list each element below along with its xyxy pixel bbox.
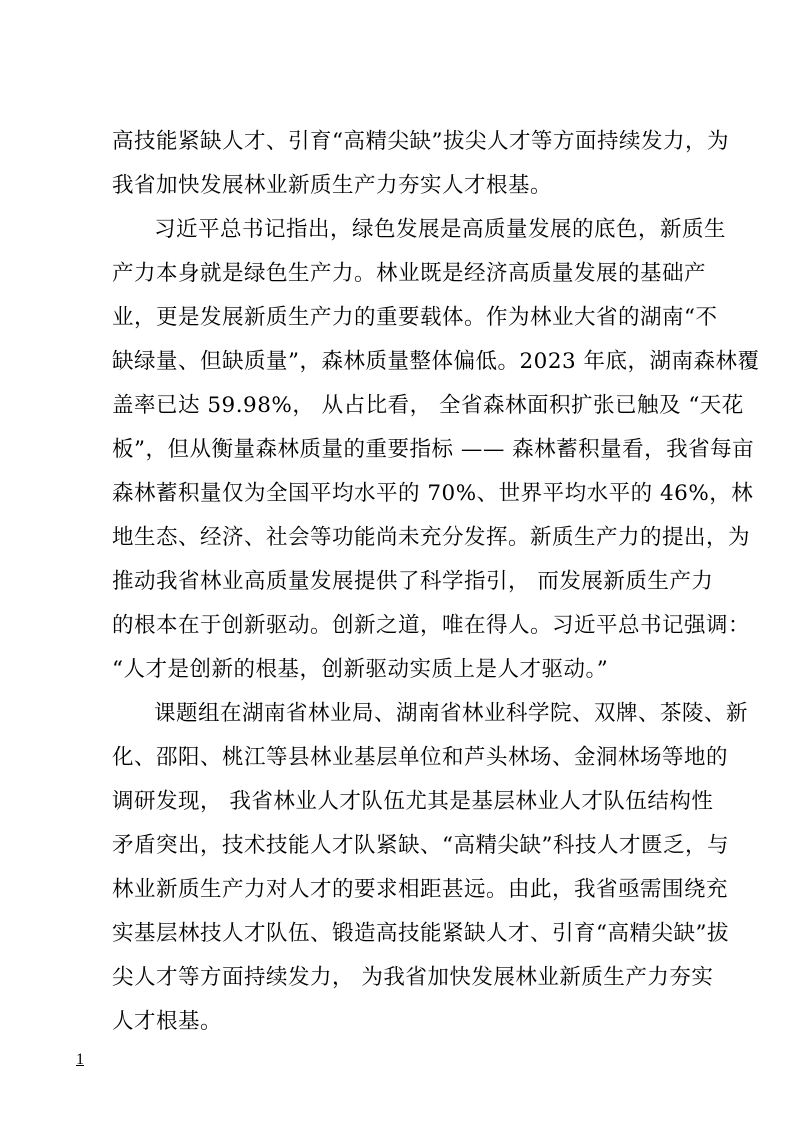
text-line: 林业新质生产力对人才的要求相距甚远。由此，我省亟需围绕充	[112, 877, 729, 902]
text-line: 尖人才等方面持续发力， 为我省加快发展林业新质生产力夯实	[112, 965, 714, 990]
text-line: 盖率已达 59.98%， 从占比看， 全省森林面积扩张已触及 “天花	[112, 393, 744, 418]
text-line: 高技能紧缺人才、引育“高精尖缺”拔尖人才等方面持续发力，为	[112, 129, 729, 154]
text-line: 课题组在湖南省林业局、湖南省林业科学院、双牌、茶陵、新	[154, 701, 749, 726]
text-line: 业，更是发展新质生产力的重要载体。作为林业大省的湖南“不	[112, 305, 718, 330]
page-number: 1	[76, 1051, 84, 1068]
text-line: 调研发现， 我省林业人才队伍尤其是基层林业人才队伍结构性	[112, 789, 714, 814]
text-line: 森林蓄积量仅为全国平均水平的 70%、世界平均水平的 46%，林	[112, 481, 754, 506]
text-line: 推动我省林业高质量发展提供了科学指引， 而发展新质生产力	[112, 569, 714, 594]
text-line: 人才根基。	[112, 1009, 223, 1034]
text-line: 缺绿量、但缺质量”，森林质量整体偏低。2023 年底，湖南森林覆	[112, 349, 760, 374]
text-line: 地生态、经济、社会等功能尚未充分发挥。新质生产力的提出，为	[112, 525, 751, 550]
text-line: 习近平总书记指出，绿色发展是高质量发展的底色，新质生	[154, 217, 727, 242]
text-line: “人才是创新的根基，创新驱动实质上是人才驱动。”	[112, 657, 609, 682]
text-line: 的根本在于创新驱动。创新之道，唯在得人。习近平总书记强调：	[112, 613, 751, 638]
text-line: 产力本身就是绿色生产力。林业既是经济高质量发展的基础产	[112, 261, 707, 286]
text-line: 我省加快发展林业新质生产力夯实人才根基。	[112, 173, 553, 198]
text-line: 实基层林技人才队伍、锻造高技能紧缺人才、引育“高精尖缺”拔	[112, 921, 729, 946]
text-line: 板”，但从衡量森林质量的重要指标 —— 森林蓄积量看，我省每亩	[112, 437, 755, 462]
text-line: 矛盾突出，技术技能人才队紧缺、“高精尖缺”科技人才匮乏，与	[112, 833, 729, 858]
text-line: 化、邵阳、桃江等县林业基层单位和芦头林场、金洞林场等地的	[112, 745, 729, 770]
